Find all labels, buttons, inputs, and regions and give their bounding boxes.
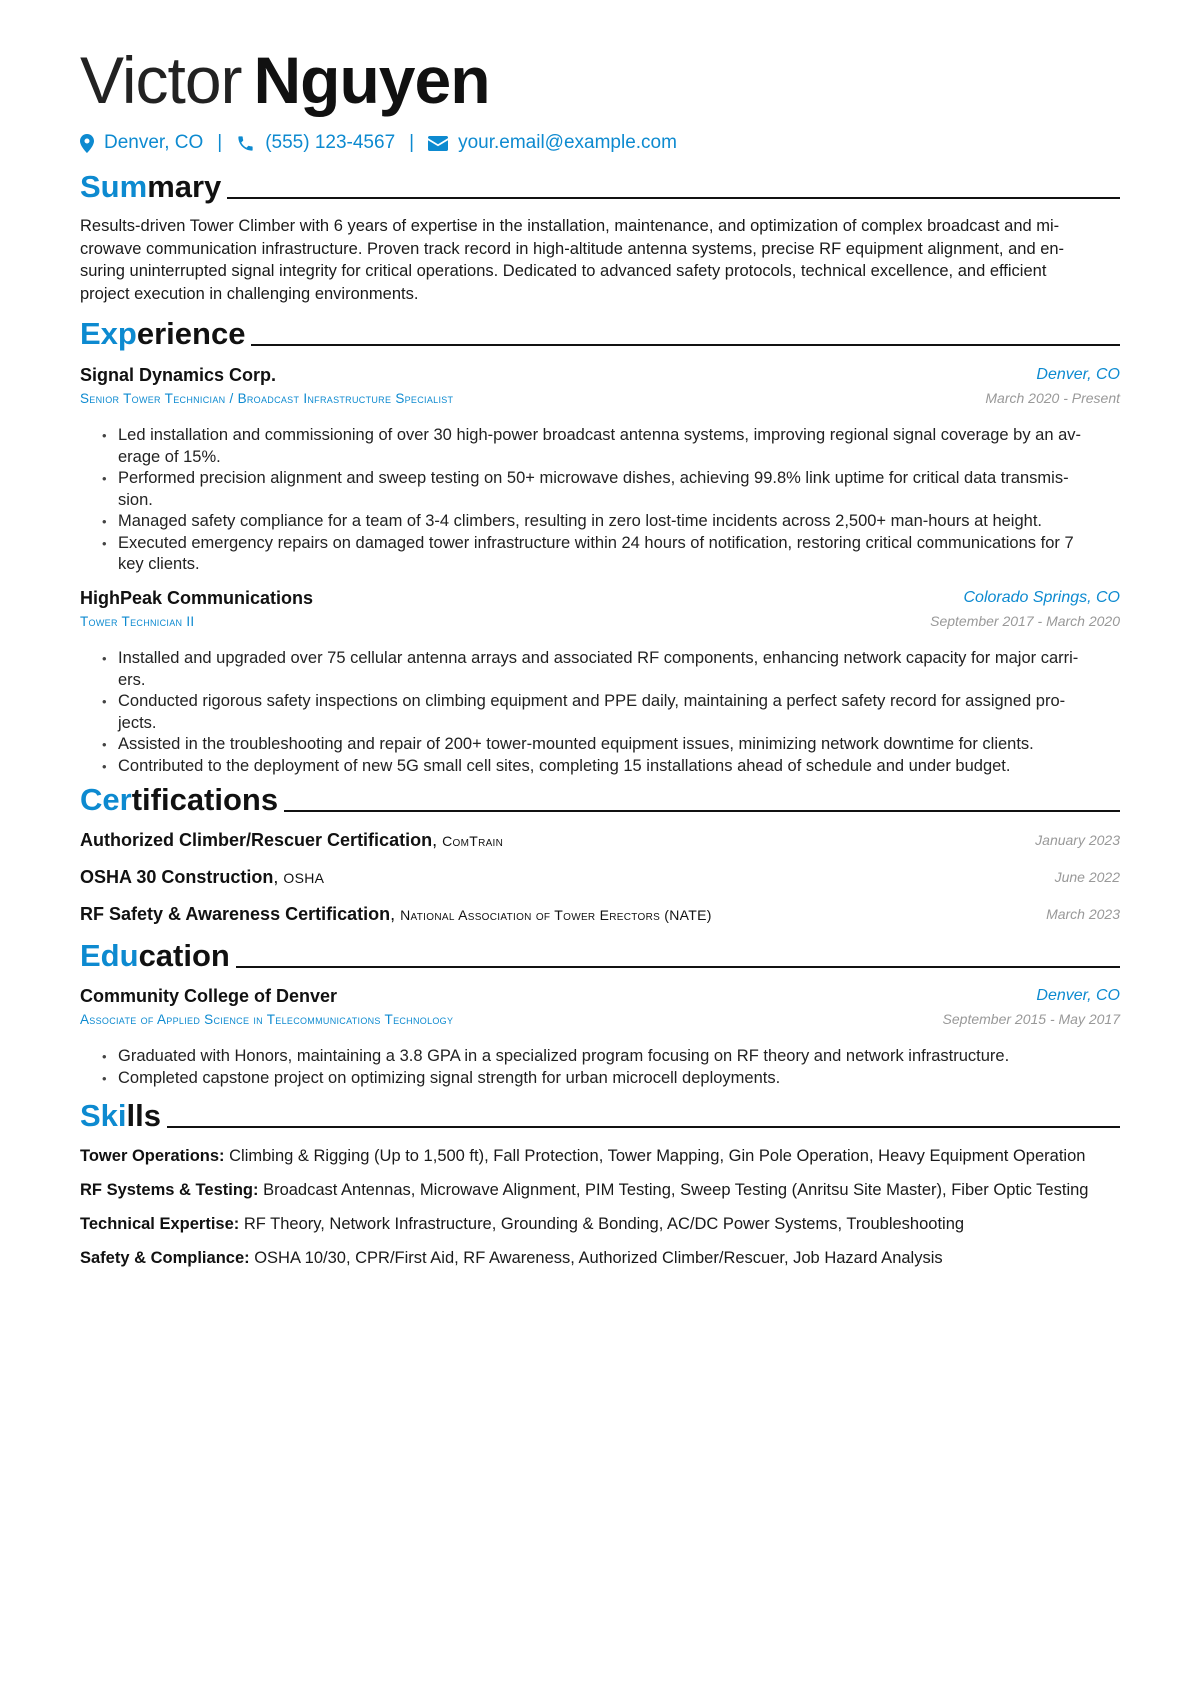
- job-title: Senior Tower Technician / Broadcast Infrastructure Specialist: [80, 391, 454, 406]
- experience-heading: [80, 317, 1120, 351]
- section-title: Experience: [80, 316, 246, 351]
- company-name: Signal Dynamics Corp.: [80, 365, 277, 385]
- section-rule: [284, 810, 1120, 812]
- section-title: Certifications: [80, 782, 279, 817]
- summary-text: Results-driven Tower Climber with 6 years of expertise in the installation, maintenance, and optimization of complex broadcast and mi- crowave communication infrastructure. Proven track record in high-altitude antenna systems, precise RF equipment alignment, and en- suring uninterrupted signal integrity for critical operations. Dedicated to advanced safety protocols, technical excellence, and efficient project execution in challenging environments.: [80, 217, 1065, 303]
- email-text: your.email@example.com: [458, 132, 677, 153]
- certification-date: March 2023: [1046, 906, 1120, 922]
- skill-category: Tower Operations:: [80, 1147, 225, 1165]
- job-entry-header: [80, 588, 1120, 636]
- certification-date: January 2023: [1035, 832, 1120, 848]
- education-bullets: [80, 1046, 1120, 1089]
- school-name: Community College of Denver: [80, 986, 338, 1006]
- phone-text: (555) 123-4567: [265, 132, 396, 153]
- skill-list: OSHA 10/30, CPR/First Aid, RF Awareness, Authorized Climber/Rescuer, Job Hazard Analysis: [254, 1249, 943, 1267]
- skill-list: RF Theory, Network Infrastructure, Grounding & Bonding, AC/DC Power Systems, Troubleshooting: [243, 1215, 965, 1233]
- job-bullets: [80, 648, 1120, 777]
- list-item: • Led installation and commissioning of over 30 high-power broadcast antenna systems, improving regional signal coverage by an av- erage of 15%.: [80, 425, 1120, 468]
- skill-row: [80, 1247, 1120, 1269]
- section-rule: [167, 1126, 1120, 1128]
- certification-name: Authorized Climber/Rescuer Certification: [80, 830, 433, 850]
- section-rule: [251, 344, 1120, 346]
- list-item: • Assisted in the troubleshooting and repair of 200+ tower-mounted equipment issues, minimizing network downtime for clients.: [80, 734, 1120, 756]
- certification-name: OSHA 30 Construction: [80, 867, 274, 887]
- skill-row: [80, 1179, 1120, 1201]
- certifications-heading: [80, 783, 1120, 817]
- section-title: Skills: [80, 1098, 161, 1133]
- job-dates: September 2017 - March 2020: [930, 613, 1120, 629]
- certification-issuer: National Association of Tower Erectors (NATE): [400, 907, 712, 923]
- contact-email[interactable]: [428, 132, 677, 154]
- list-item: • Performed precision alignment and sweep testing on 50+ microwave dishes, achieving 99.8% link uptime for critical data transmis- sion.: [80, 468, 1120, 511]
- contact-phone[interactable]: [236, 132, 395, 154]
- skills-heading: [80, 1099, 1120, 1133]
- skill-category: Technical Expertise:: [80, 1215, 240, 1233]
- school-location: Denver, CO: [1036, 987, 1120, 1004]
- candidate-name: [80, 40, 490, 120]
- summary-heading: [80, 170, 1120, 204]
- list-item: • Conducted rigorous safety inspections on climbing equipment and PPE daily, maintaining a perfect safety record for assigned pro- jects.: [80, 691, 1120, 734]
- location-text: Denver, CO: [104, 132, 204, 153]
- education-dates: September 2015 - May 2017: [942, 1011, 1120, 1027]
- education-heading: [80, 939, 1120, 973]
- skill-list: Climbing & Rigging (Up to 1,500 ft), Fall Protection, Tower Mapping, Gin Pole Operation, Heavy Equipment Operation: [229, 1147, 1086, 1165]
- contact-location: [80, 132, 203, 154]
- certification-row: Authorized Climber/Rescuer Certification, ComTrain January 2023: [80, 830, 1120, 850]
- job-location: Colorado Springs, CO: [963, 589, 1120, 606]
- section-title: Summary: [80, 169, 222, 204]
- certification-date: June 2022: [1054, 869, 1120, 885]
- skill-category: RF Systems & Testing:: [80, 1181, 259, 1199]
- company-name: HighPeak Communications: [80, 588, 314, 608]
- skill-category: Safety & Compliance:: [80, 1249, 250, 1267]
- certification-issuer: OSHA: [283, 870, 325, 886]
- job-title: Tower Technician II: [80, 614, 195, 629]
- contact-separator: |: [217, 132, 223, 153]
- certification-name: RF Safety & Awareness Certification: [80, 904, 391, 924]
- job-bullets: [80, 425, 1120, 576]
- section-rule: [236, 966, 1120, 968]
- first-name: Victor: [80, 43, 242, 117]
- list-item: • Contributed to the deployment of new 5G small cell sites, completing 15 installations ahead of schedule and under budget.: [80, 756, 1120, 778]
- job-entry-header: [80, 365, 1120, 413]
- certification-issuer: ComTrain: [442, 833, 504, 849]
- skill-row: [80, 1145, 1120, 1167]
- certification-row: OSHA 30 Construction, OSHA June 2022: [80, 867, 1120, 887]
- list-item: • Completed capstone project on optimizing signal strength for urban microcell deployments.: [80, 1068, 1120, 1090]
- section-title: Education: [80, 938, 230, 973]
- list-item: • Managed safety compliance for a team of 3-4 climbers, resulting in zero lost-time incidents across 2,500+ man-hours at height.: [80, 511, 1120, 533]
- job-dates: March 2020 - Present: [985, 390, 1120, 406]
- education-entry-header: [80, 986, 1120, 1034]
- certification-row: RF Safety & Awareness Certification, National Association of Tower Erectors (NATE) March 2023: [80, 904, 1120, 924]
- map-marker-icon: [80, 134, 94, 153]
- section-rule: [227, 197, 1120, 199]
- list-item: • Installed and upgraded over 75 cellular antenna arrays and associated RF components, enhancing network capacity for major carri- ers.: [80, 648, 1120, 691]
- skill-list: Broadcast Antennas, Microwave Alignment, PIM Testing, Sweep Testing (Anritsu Site Master), Fiber Optic Testing: [263, 1181, 1089, 1199]
- last-name: Nguyen: [253, 43, 490, 117]
- list-item: • Graduated with Honors, maintaining a 3.8 GPA in a specialized program focusing on RF theory and network infrastructure.: [80, 1046, 1120, 1068]
- phone-icon: [236, 134, 255, 153]
- contact-line: [80, 132, 677, 154]
- degree-title: Associate of Applied Science in Telecommunications Technology: [80, 1012, 454, 1027]
- list-item: • Executed emergency repairs on damaged tower infrastructure within 24 hours of notification, restoring critical communications for 7 key clients.: [80, 533, 1120, 576]
- envelope-icon: [428, 136, 448, 151]
- job-location: Denver, CO: [1036, 366, 1120, 383]
- skill-row: [80, 1213, 1120, 1235]
- contact-separator: |: [409, 132, 415, 153]
